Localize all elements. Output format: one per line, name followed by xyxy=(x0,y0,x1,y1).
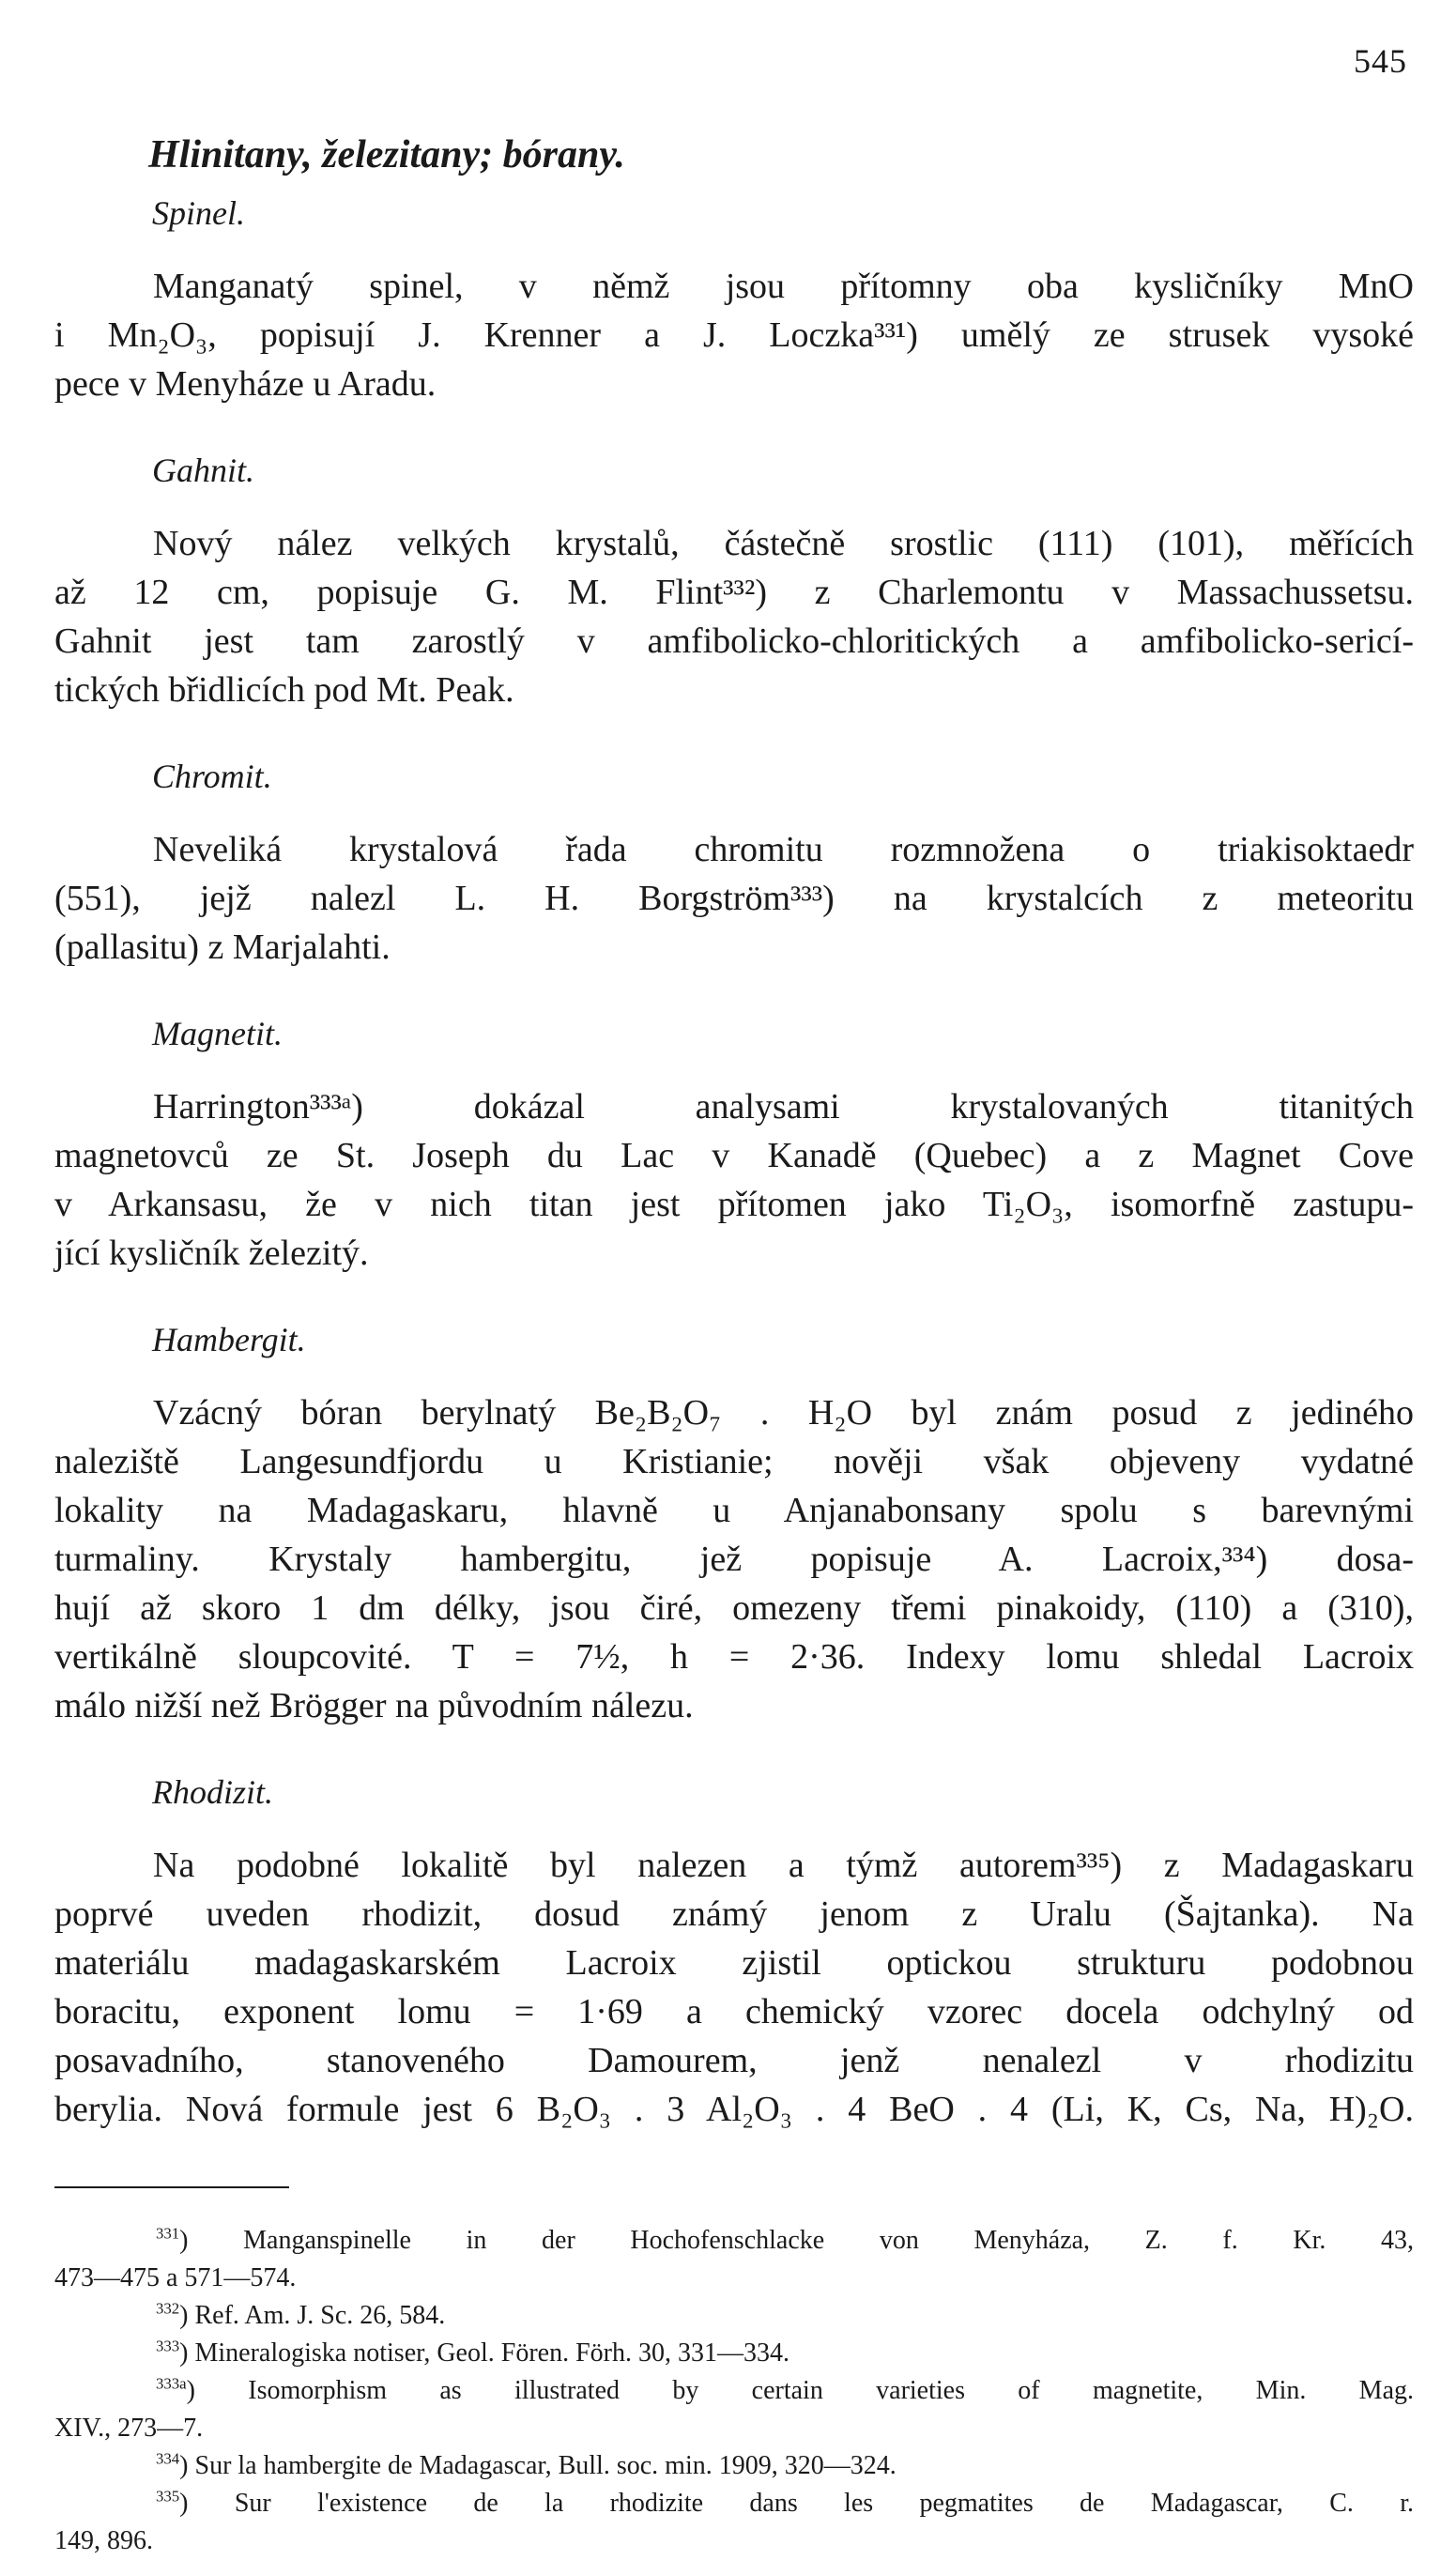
section-chromit xyxy=(54,756,1414,972)
text-line: berylia. Nová formule jest 6 B₂O₃ . 3 Al₂O₃ . 4 BeO . 4 (Li, K, Cs, Na, H)₂O. xyxy=(54,2090,1414,2129)
text-line: boracitu, exponent lomu = 1·69 a chemický vzorec docela odchylný od xyxy=(54,1992,1414,2031)
text-line: Vzácný bóran berylnatý Be₂B₂O₇ . H₂O byl znám posud z jediného xyxy=(153,1393,1414,1433)
text-line: magnetovců ze St. Joseph du Lac v Kanadě (Quebec) a z Magnet Cove xyxy=(54,1136,1414,1175)
footnote-number: 333a xyxy=(156,2374,187,2393)
footnote-line: 149, 896. xyxy=(54,2526,153,2555)
text-line: poprvé uveden rhodizit, dosud známý jenom z Uralu (Šajtanka). Na xyxy=(54,1894,1414,1934)
section-magnetit xyxy=(54,1013,1414,1278)
section-heading: Gahnit. xyxy=(152,452,255,489)
footnote-line: $^{334}$) Sur la hambergite de Madagascar, Bull. soc. min. 1909, 320—324. xyxy=(156,2449,897,2480)
text-line: (pallasitu) z Marjalahti. xyxy=(54,927,391,967)
section-heading: Magnetit. xyxy=(152,1015,283,1052)
footnote-line: 473—475 a 571—574. xyxy=(54,2263,297,2292)
section-heading: Rhodizit. xyxy=(152,1773,274,1811)
text-line: vertikálně sloupcovité. T = 7½, h = 2·36. Indexy lomu shledal Lacroix xyxy=(54,1637,1414,1677)
footnote-line: $^{332}$) Ref. Am. J. Sc. 26, 584. xyxy=(156,2299,446,2330)
paragraph xyxy=(54,262,1414,408)
text-line: Neveliká krystalová řada chromitu rozmnožena o triakisoktaedr xyxy=(153,830,1414,869)
footnote-number: 331 xyxy=(156,2224,180,2243)
text-line: pece v Menyháze u Aradu. xyxy=(54,364,437,404)
chapter-title: Hlinitany, železitany; bórany. xyxy=(148,133,625,176)
footnote-line: XIV., 273—7. xyxy=(54,2414,204,2443)
text-line: Na podobné lokalitě byl nalezen a týmž autorem³³⁵) z Madagaskaru xyxy=(153,1846,1414,1885)
footnote-line: $^{335}$) Sur l'existence de la rhodizite dans les pegmatites de Madagascar, C. r. xyxy=(156,2487,1415,2518)
text-line: materiálu madagaskarském Lacroix zjistil optickou strukturu podobnou xyxy=(54,1943,1414,1983)
footnote-line: $^{331}$) Manganspinelle in der Hochofenschlacke von Menyháza, Z. f. Kr. 43, xyxy=(156,2224,1415,2255)
page-number: 545 xyxy=(1354,42,1407,80)
page-body xyxy=(54,127,1414,2560)
paragraph xyxy=(54,1388,1414,1730)
text-line: Gahnit jest tam zarostlý v amfibolicko-chloritických a amfibolicko-sericí- xyxy=(54,621,1414,661)
text-line: tických břidlicích pod Mt. Peak. xyxy=(54,670,514,710)
text-line: turmaliny. Krystaly hambergitu, jež popisuje A. Lacroix,³³⁴) dosa- xyxy=(54,1540,1414,1579)
text-line: Nový nález velkých krystalů, částečně srostlic (111) (101), měřících xyxy=(153,524,1414,563)
text-line: Manganatý spinel, v němž jsou přítomny oba kysličníky MnO xyxy=(153,267,1414,306)
footnote-text: Sur la hambergite de Madagascar, Bull. soc. min. 1909, 320—324. xyxy=(194,2451,897,2480)
section-heading: Spinel. xyxy=(152,194,245,232)
footnote-number: 334 xyxy=(156,2449,180,2468)
footnote-number: 333 xyxy=(156,2337,180,2355)
section-hambergit xyxy=(54,1319,1414,1730)
footnote-number: 332 xyxy=(156,2299,180,2318)
section-heading: Hambergit. xyxy=(152,1321,306,1358)
text-line: jící kysličník železitý. xyxy=(54,1234,369,1273)
footnote-divider xyxy=(54,2186,289,2188)
text-line: málo nižší než Brögger na původním nálezu. xyxy=(54,1686,694,1725)
footnote-text: Mineralogiska notiser, Geol. Fören. Förh. 30, 331—334. xyxy=(194,2338,789,2368)
paragraph xyxy=(54,1841,1414,2134)
footnote-number: 335 xyxy=(156,2487,180,2506)
section-heading: Chromit. xyxy=(152,758,272,795)
text-line: v Arkansasu, že v nich titan jest přítomen jako Ti₂O₃, isomorfně zastupu- xyxy=(54,1185,1414,1224)
footnote-text: Ref. Am. J. Sc. 26, 584. xyxy=(194,2301,446,2330)
paragraph xyxy=(54,825,1414,972)
text-line: i Mn₂O₃, popisují J. Krenner a J. Loczka³³¹) umělý ze strusek vysoké xyxy=(54,315,1414,355)
text-line: naleziště Langesundfjordu u Kristianie; nověji však objeveny vydatné xyxy=(54,1442,1414,1481)
footnote-text: Sur l'existence de la rhodizite dans les pegmatites de Madagascar, C. r. xyxy=(234,2489,1415,2518)
footnote-text: Manganspinelle in der Hochofenschlacke von Menyháza, Z. f. Kr. 43, xyxy=(243,2226,1415,2255)
paragraph xyxy=(54,519,1414,714)
footnote-line: $^{333a}$) Isomorphism as illustrated by certain varieties of magnetite, Min. Mag. xyxy=(156,2374,1415,2405)
text-line: až 12 cm, popisuje G. M. Flint³³²) z Charlemontu v Massachussetsu. xyxy=(54,573,1414,612)
text-line: posavadního, stanoveného Damourem, jenž nenalezl v rhodizitu xyxy=(54,2041,1414,2080)
paragraph xyxy=(54,1082,1414,1278)
text-line: Harrington³³³ᵃ) dokázal analysami krystalovaných titanitých xyxy=(153,1087,1414,1127)
text-line: (551), jejž nalezl L. H. Borgström³³³) na krystalcích z meteoritu xyxy=(54,879,1414,918)
footnote-text: Isomorphism as illustrated by certain varieties of magnetite, Min. Mag. xyxy=(248,2376,1415,2405)
section-rhodizit xyxy=(54,1771,1414,2134)
footnotes xyxy=(54,2222,1414,2560)
text-line: hují až skoro 1 dm délky, jsou čiré, omezeny třemi pinakoidy, (110) a (310), xyxy=(54,1588,1414,1628)
section-spinel xyxy=(54,192,1414,408)
text-line: lokality na Madagaskaru, hlavně u Anjanabonsany spolu s barevnými xyxy=(54,1491,1414,1530)
section-gahnit xyxy=(54,450,1414,714)
footnote-line: $^{333}$) Mineralogiska notiser, Geol. Fören. Förh. 30, 331—334. xyxy=(156,2337,789,2368)
